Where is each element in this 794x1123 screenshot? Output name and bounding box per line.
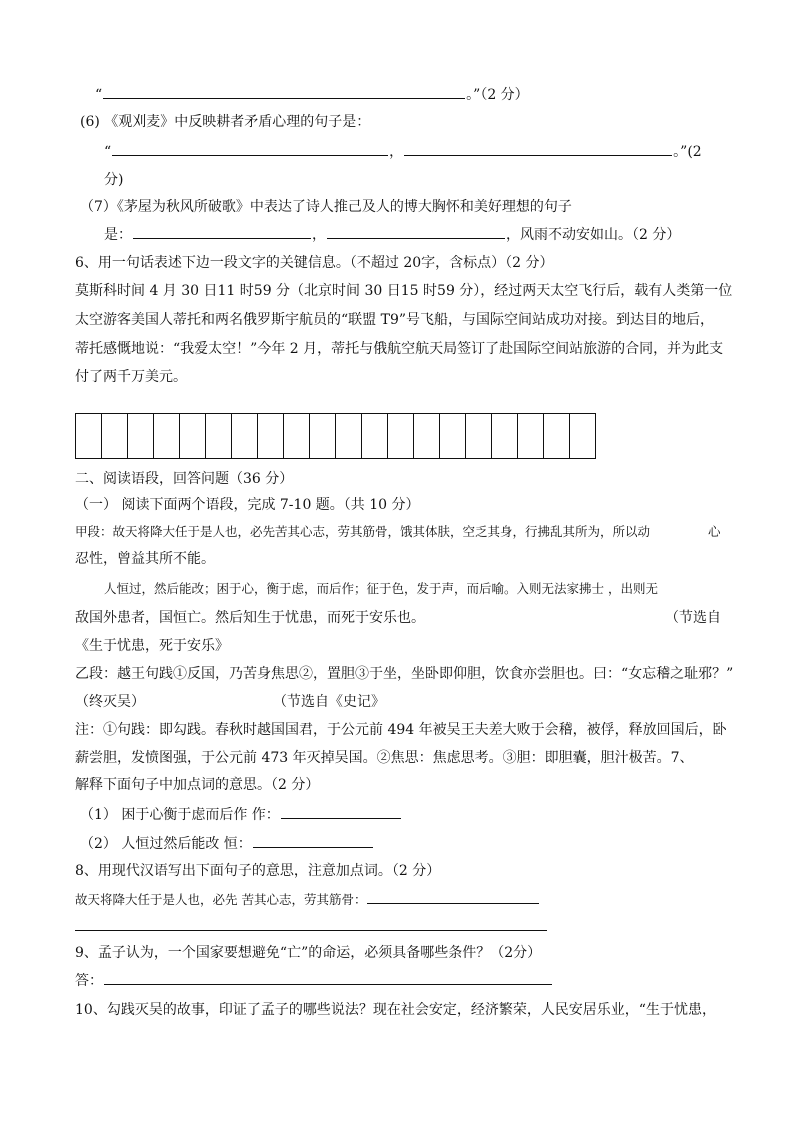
subsection-title: （一） 阅读下面两个语段，完成 7-10 题。（共 10 分）	[75, 497, 420, 513]
answer-grid[interactable]	[75, 413, 596, 459]
q8-title: 8、用现代汉语写出下面句子的意思，注意加点词。（2 分）	[75, 863, 441, 879]
passage-yi-line1: 乙段：越王句践①反国，乃苦身焦思②，置胆③于坐，坐卧即仰胆，饮食亦尝胆也。曰：“女忘稽之耻邪？”	[75, 666, 734, 682]
grid-cell[interactable]	[232, 414, 258, 458]
answer-blank[interactable]	[133, 226, 311, 239]
grid-cell[interactable]	[128, 414, 154, 458]
q6-title: 6、用一句话表述下边一段文字的关键信息。（不超过 20字，含标点）（2 分）	[75, 255, 554, 271]
passage-jia-line4: 敌国外患者，国恒亡。然后知生于忧患，而死于安乐也。	[75, 610, 425, 626]
grid-cell[interactable]	[258, 414, 284, 458]
grid-cell[interactable]	[388, 414, 414, 458]
grid-cell[interactable]	[76, 414, 102, 458]
score-note: 。”（2 分）	[466, 87, 529, 103]
note-line2: 薪尝胆，发愤图强，于公元前 473 年灭掉吴国。②焦思：焦虑思考。③胆：即胆囊，胆汁极苦。7、	[75, 750, 694, 766]
answer-blank[interactable]	[281, 806, 401, 819]
passage-jia-line1-end: 心	[708, 524, 721, 539]
answer-blank[interactable]	[103, 86, 465, 99]
q7-title: 解释下面句子中加点词的意思。（2 分）	[75, 777, 320, 793]
grid-cell[interactable]	[518, 414, 544, 458]
q5-7-line	[104, 226, 680, 244]
q10-title: 10、勾践灭吴的故事，印证了孟子的哪些说法？现在社会安定，经济繁荣，人民安居乐业，“生于忧患，	[75, 1002, 716, 1018]
q7-item2-text: （2） 人恒过然后能改 恒：	[80, 836, 252, 852]
grid-cell[interactable]	[310, 414, 336, 458]
open-quote: “	[104, 144, 112, 160]
q6-para-line1: 莫斯科时间 4 月 30 日11 时59 分（北京时间 30 日15 时59 分），经过两天太空飞行后，载有人类第一位	[75, 283, 733, 299]
answer-line[interactable]	[75, 930, 547, 931]
line-end: ，风雨不动安如山。（2 分）	[506, 227, 681, 243]
grid-cell[interactable]	[492, 414, 518, 458]
q8-sentence	[75, 891, 540, 909]
answer-blank[interactable]	[112, 143, 388, 156]
q5-line1	[95, 86, 529, 104]
grid-cell[interactable]	[154, 414, 180, 458]
grid-cell[interactable]	[414, 414, 440, 458]
answer-blank[interactable]	[404, 143, 672, 156]
prefix: 是：	[104, 227, 132, 243]
q7-item2	[80, 835, 374, 853]
grid-cell[interactable]	[102, 414, 128, 458]
q5-6-label: (6) 《观刈麦》中反映耕者矛盾心理的句子是：	[80, 114, 371, 130]
open-quote: “	[95, 87, 103, 103]
q6-para-line2: 太空游客美国人蒂托和两名俄罗斯宇航员的“联盟 T9”号飞船，与国际空间站成功对接。到达目的地后，	[75, 312, 715, 328]
passage-jia-line1: 甲段：故天将降大任于是人也，必先苦其心志，劳其筋骨，饿其体肤，空乏其身，行拂乱其所为，所以动	[75, 524, 651, 539]
note-line1: 注：①句践：即勾践。春秋时越国国君，于公元前 494 年被吴王夫差大败于会稽，被俘，释放回国后，卧	[75, 722, 727, 738]
grid-cell[interactable]	[206, 414, 232, 458]
answer-prefix: 答：	[75, 973, 103, 989]
comma: ，	[389, 144, 404, 160]
part2-title: 二、阅读语段，回答问题（36 分）	[75, 471, 294, 487]
passage-jia-line2: 忍性，曾益其所不能。	[75, 551, 215, 567]
q8-sentence-text: 故天将降大任于是人也，必先 苦其心志，劳其筋骨：	[75, 892, 367, 907]
q7-item1-text: （1） 困于心衡于虑而后作 作：	[80, 807, 280, 823]
passage-jia-line3: 人恒过，然后能改；困于心，衡于虑，而后作；征于色，发于声，而后喻。入则无法家拂士 ，出则无	[104, 581, 658, 596]
grid-cell[interactable]	[466, 414, 492, 458]
grid-cell[interactable]	[440, 414, 466, 458]
answer-blank[interactable]	[367, 891, 539, 904]
q5-6-line	[104, 143, 702, 161]
q7-item1	[80, 806, 402, 824]
answer-blank[interactable]	[253, 835, 373, 848]
passage-jia-source-title: 《生于忧患，死于安乐》	[75, 638, 229, 654]
passage-jia-source: （节选自	[665, 610, 721, 626]
q9-answer	[75, 972, 553, 990]
grid-cell[interactable]	[336, 414, 362, 458]
q5-7-label: （7）《茅屋为秋风所破歌》中表达了诗人推己及人的博大胸怀和美好理想的句子	[80, 199, 572, 215]
q5-6-cont: 分)	[104, 172, 124, 188]
answer-blank[interactable]	[327, 226, 505, 239]
grid-cell[interactable]	[570, 414, 596, 458]
passage-yi-line2: （终灭吴）	[75, 694, 145, 710]
grid-cell[interactable]	[544, 414, 570, 458]
comma: ，	[312, 227, 326, 243]
q9-title: 9、孟子认为，一个国家要想避免“亡”的命运，必须具备哪些条件？（2分）	[75, 945, 542, 961]
passage-yi-source: （节选自《史记》	[273, 694, 385, 710]
score-note: 。”(2	[673, 144, 702, 160]
grid-cell[interactable]	[284, 414, 310, 458]
q6-para-line3: 蒂托感慨地说：“我爱太空！”今年 2 月，蒂托与俄航空航天局签订了赴国际空间站旅游的合同，并为此支	[75, 341, 724, 357]
grid-cell[interactable]	[362, 414, 388, 458]
grid-cell[interactable]	[180, 414, 206, 458]
answer-blank[interactable]	[104, 972, 552, 985]
q6-para-line4: 付了两千万美元。	[75, 369, 187, 385]
